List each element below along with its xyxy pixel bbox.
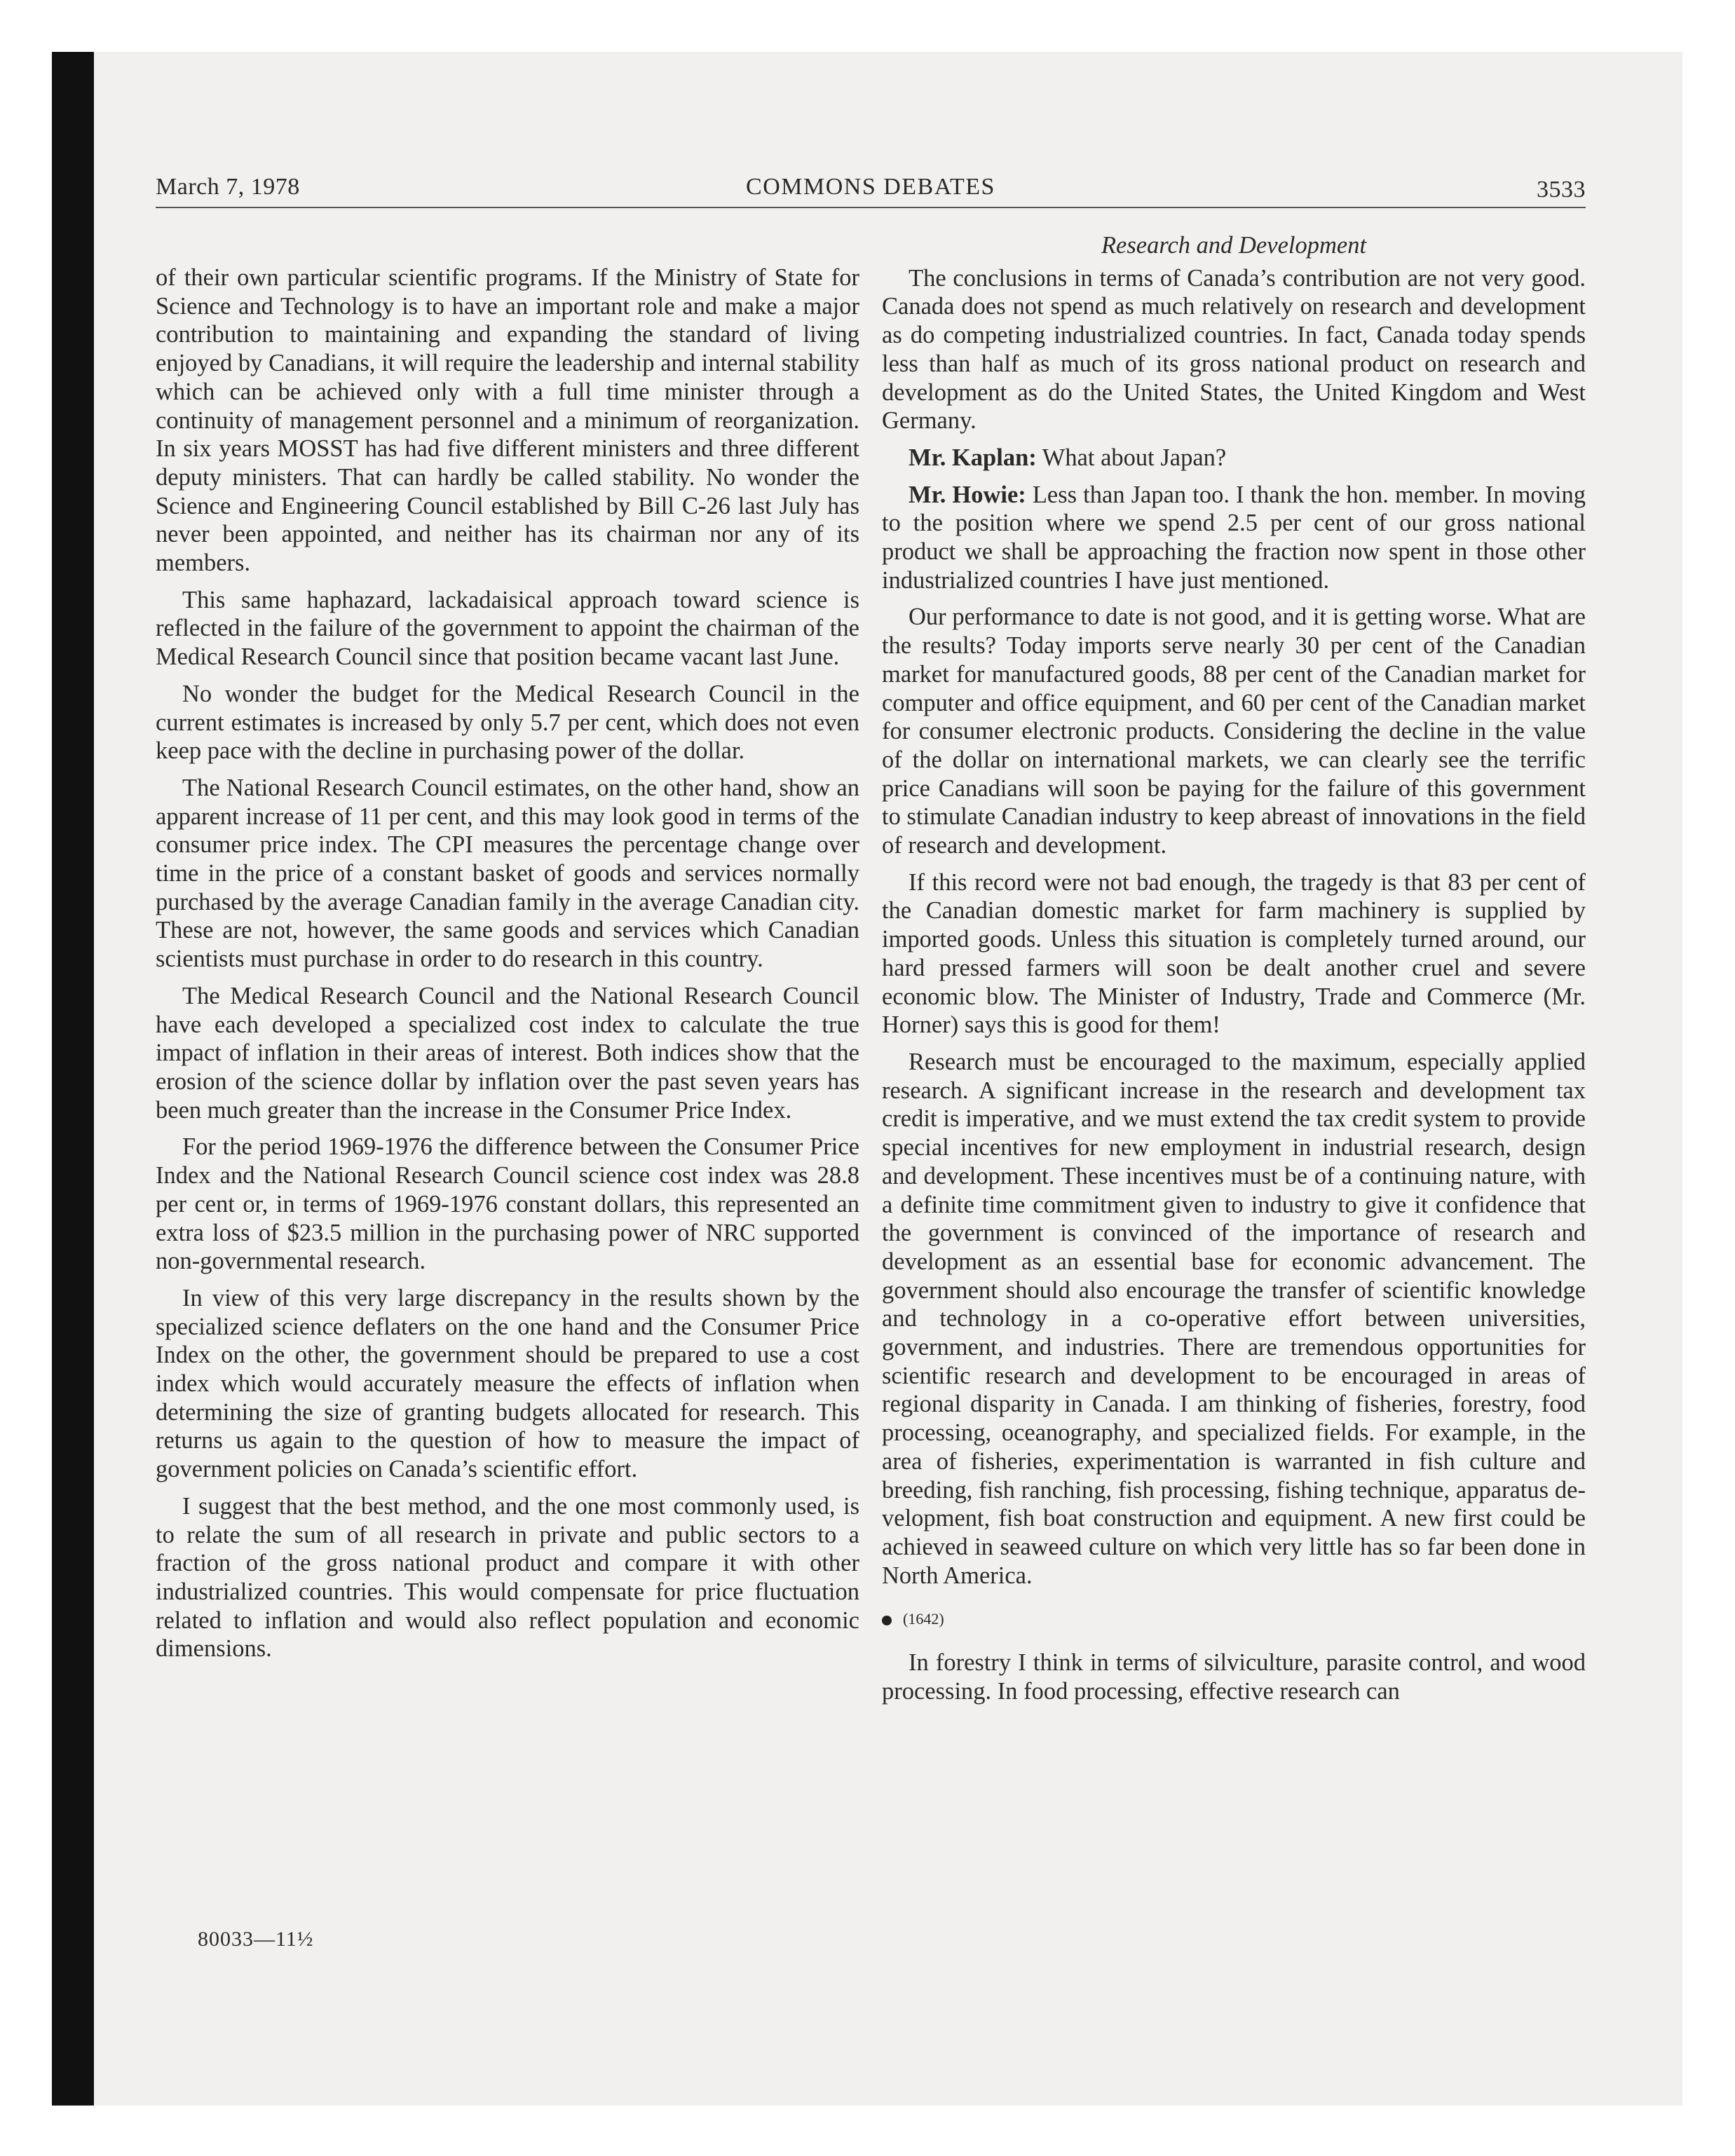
page-number: 3533 (1537, 177, 1586, 203)
paragraph: This same haphazard, lackadaisical approach toward science is reflected in the failure of the government to appoint the chairman of the Medical Research Council since that position became vacant last June. (156, 586, 859, 671)
speaker-name: Mr. Kaplan: (909, 444, 1037, 471)
paragraph: No wonder the budget for the Medical Research Council in the current estimates is increased by only 5.7 per cent, which does not even keep pace with the decline in purchasing power of the dollar. (156, 680, 859, 765)
speech-howie (882, 481, 1586, 595)
paragraph: of their own particular scientific programs. If the Ministry of State for Science and Technology is to have an important role and make a major contribution to maintaining and expanding the standard of living enjoyed by Canadians, it will require the leadership and internal stability which can be achieved only with a full time minister through a continuity of management personnel and a minimum of reorganization. In six years MOSST has had five different ministers and three different deputy ministers. That can hardly be called stability. No wonder the Science and Engineering Council established by Bill C-26 last July has never been appointed, and neither has its chairman nor any of its members. (156, 264, 859, 577)
speech-text: Less than Japan too. I thank the hon. member. In moving to the position where we spend 2.5 per cent of our gross national product we shall be approaching the fraction now spent in those other industrialized countries I have just mentioned. (882, 481, 1586, 594)
speaker-name: Mr. Howie: (909, 481, 1026, 508)
paragraph: I suggest that the best method, and the one most commonly used, is to relate the sum of all research in private and public sectors to a fraction of the gross national product and compare it with other industrialized countries. This would compensate for price fluctuation related to inflation and would also reflect population and economic dimensions. (156, 1492, 859, 1663)
paragraph: The National Research Council estimates, on the other hand, show an apparent increase of 11 per cent, and this may look good in terms of the consumer price index. The CPI measures the percentage change over time in the price of a constant basket of goods and services normally purchased by the average Canadian family in the average Canadian city. These are not, however, the same goods and services which Canadian scientists must purchase in order to do research in this country. (156, 774, 859, 973)
paragraph: The Medical Research Council and the National Research Council have each developed a specialized cost index to calculate the true impact of inflation in their areas of interest. Both indices show that the erosion of the science dollar by inflation over the past seven years has been much greater than the increase in the Consumer Price Index. (156, 982, 859, 1124)
paragraph: If this record were not bad enough, the tragedy is that 83 per cent of the Canadian domestic market for farm machinery is supplied by imported goods. Unless this situation is completely turned around, our hard pressed farmers will soon be dealt another cruel and severe economic blow. The Minister of Industry, Trade and Commerce (Mr. Horner) says this is good for them! (882, 868, 1586, 1039)
footer-code: 80033—11½ (198, 1928, 314, 1951)
time-marker-text: (1642) (903, 1610, 944, 1628)
header-title: COMMONS DEBATES (746, 174, 995, 200)
right-column (882, 231, 1586, 1714)
header-rule (156, 207, 1586, 208)
paragraph: Research must be encouraged to the maximum, especially applied research. A significant increase in the research and development tax credit is imperative, and we must extend the tax credit system to provide special incentives for new employment in industrial research, design and development. These incentives must be of a continuing nature, with a definite time commitment given to industry to give it confidence that the government is convinced of the importance of research and development as an essential base for economic advancement. The government should also encourage the transfer of scientific knowledge and technology in a co-operative effort between universities, government, and industries. There are tremendous opportunities for scientific research and development to be encouraged in areas of regional disparity in Canada. I am thinking of fisheries, forestry, food processing, oceanography, and specialized fields. For example, in the area of fisheries, experimentation is warranted in fish culture and breeding, fish ranching, fish processing, fishing technique, apparatus development, fish boat construction and equipment. A new first could be achieved in seaweed culture on which very little has so far been done in North America. (882, 1048, 1586, 1589)
speech-text: What about Japan? (1036, 444, 1227, 471)
paragraph: In forestry I think in terms of silviculture, parasite control, and wood processing. In food processing, effective research can (882, 1649, 1586, 1705)
bullet-icon (882, 1616, 892, 1625)
left-column (156, 264, 859, 1672)
paragraph: In view of this very large discrepancy in the results shown by the specialized science deflaters on the one hand and the Consumer Price Index on the other, the government should be prepared to use a cost index which would accurately measure the effects of inflation when determining the size of granting budgets allocated for research. This returns us again to the question of how to measure the impact of government policies on Canada’s scientific effort. (156, 1284, 859, 1483)
header-date: March 7, 1978 (156, 174, 300, 200)
paragraph: The conclusions in terms of Canada’s contribution are not very good. Canada does not spend as much relatively on research and development as do competing industrialized countries. In fact, Canada today spends less than half as much of its gross national product on research and development as do the United States, the United Kingdom and West Germany. (882, 264, 1586, 435)
scan-black-edge (52, 52, 94, 2106)
paragraph: For the period 1969-1976 the difference between the Consumer Price Index and the National Research Council science cost index was 28.8 per cent or, in terms of 1969-1976 constant dollars, this represented an extra loss of $23.5 million in the purchasing power of NRC supported non-governmental research. (156, 1133, 859, 1275)
speech-kaplan (882, 444, 1586, 472)
paragraph: Our performance to date is not good, and it is getting worse. What are the results? Today imports serve nearly 30 per cent of the Canadian market for manufactured goods, 88 per cent of the Canadian market for computer and office equipment, and 60 per cent of the Canadian market for consumer electronic products. Considering the decline in the value of the dollar on international markets, we can clearly see the terrific price Canadians will soon be paying for the failure of this government to stimulate Canadian industry to keep abreast of innovations in the field of research and development. (882, 603, 1586, 859)
page-header (156, 174, 1586, 209)
time-marker (882, 1605, 1586, 1633)
section-heading: Research and Development (1101, 232, 1367, 259)
